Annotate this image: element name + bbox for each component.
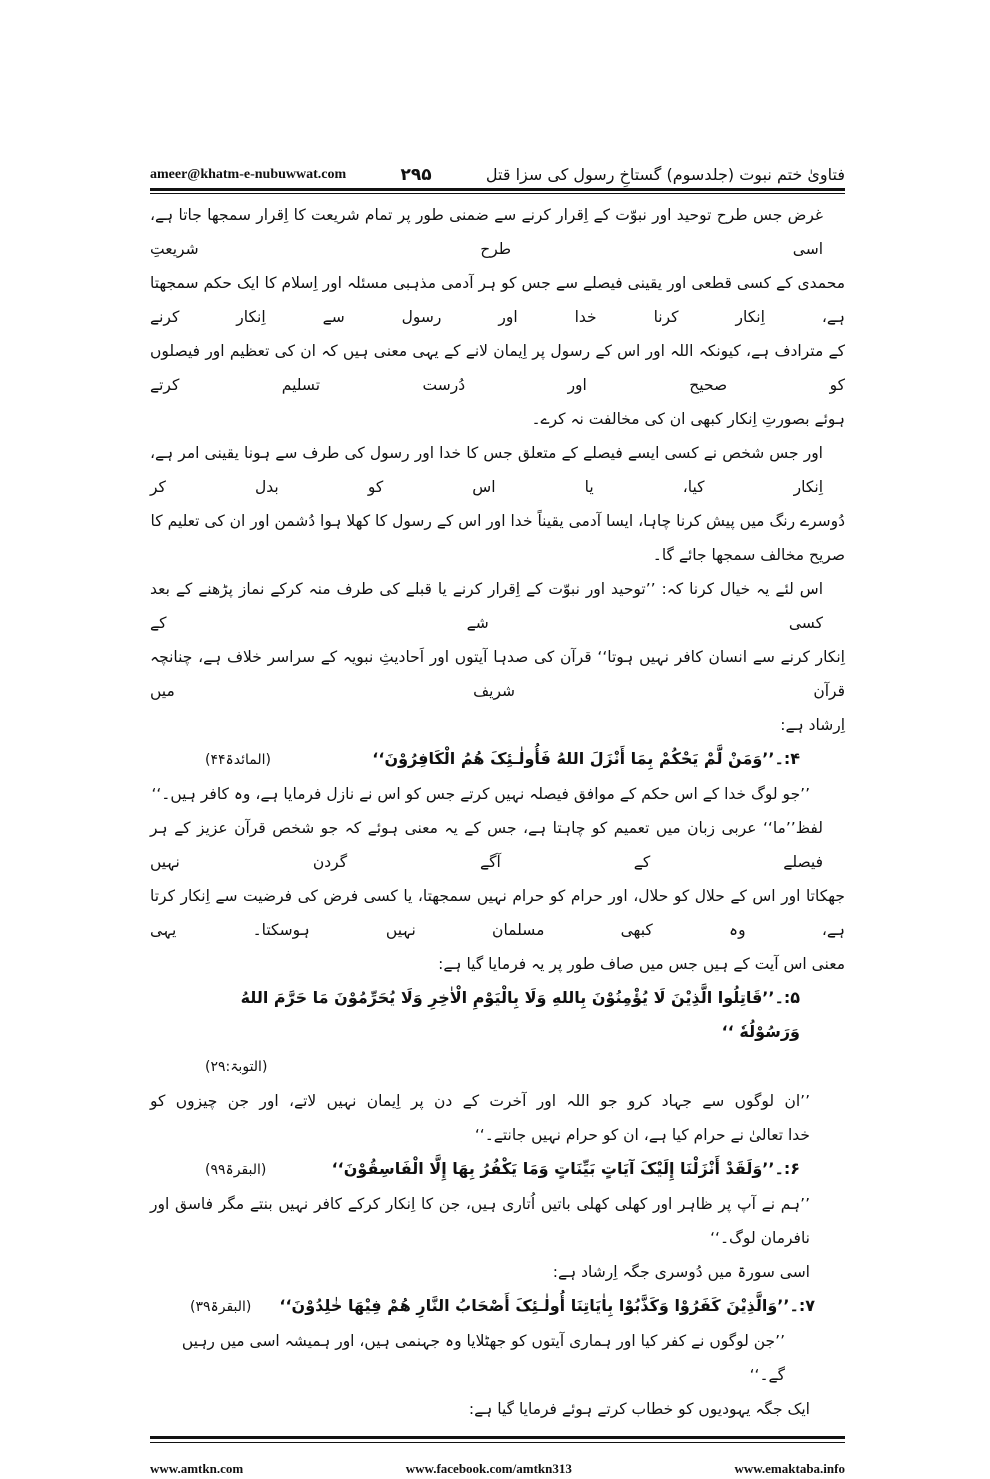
paragraph-line: کے مترادف ہے، کیونکہ اللہ اور اس کے رسول پر اِیمان لانے کے یہی معنی ہیں کہ ان کی تعظیم اور فیصلوں کو صحیح اور دُرست تسلیم کرتے (150, 342, 845, 394)
verse-5-reference-line (150, 1049, 845, 1084)
page-header (150, 164, 845, 186)
verse-6-translation: ’’ہم نے آپ پر ظاہر اور کھلی کھلی باتیں اُتاری ہیں، جن کا اِنکار کرکے کافر نہیں بنتے مگر فاسق اور (150, 1195, 810, 1213)
verse-6-translation: نافرمان لوگ۔‘‘ (710, 1229, 810, 1247)
paragraph-line: اور جس شخص نے کسی ایسے فیصلے کے متعلق جس کا خدا اور رسول کی طرف سے ہونا یقینی امر ہے، اِنکار کیا، یا اس کو بدل کر (150, 444, 823, 496)
verse-5: ۵:۔’’قَاتِلُوا الَّذِیْنَ لَا یُؤْمِنُوْنَ بِاللهِ وَلَا بِالْیَوْمِ الْاٰخِرِ وَلَا یُحَرِّمُوْنَ مَا حَرَّمَ اللهُ وَرَسُوْلُهٗ ‘‘ (240, 988, 800, 1041)
paragraph-line: اِنکار کرنے سے انسان کافر نہیں ہوتا‘‘ قرآن کی صدہا آیتوں اور اَحادیثِ نبویہ کے سراسر خلاف ہے، چنانچہ قرآن شریف میں (150, 648, 845, 700)
verse-5-reference: (التوبۃ:۲۹) (205, 1059, 268, 1075)
paragraph-line: لفظ’’ما‘‘ عربی زبان میں تعمیم کو چاہتا ہے، جس کے یہ معنی ہوئے کہ جو شخص قرآن عزیز کے ہر فیصلے کے آگے گردن نہیں (150, 819, 823, 871)
footer-link-left: www.amtkn.com (150, 1461, 244, 1476)
paragraph-line: اِرشاد ہے: (780, 716, 845, 734)
paragraph-line: دُوسرے رنگ میں پیش کرنا چاہا، ایسا آدمی یقیناً خدا اور اس کے رسول کا کھلا ہوا دُشمن اور ان کی تعلیم کا صریح مخالف سمجھا جائے گا۔ (150, 512, 845, 564)
body-text (150, 194, 845, 1426)
footer-rule-thick (150, 1436, 845, 1439)
verse-6-row (150, 1152, 845, 1187)
paragraph-line: اس لئے یہ خیال کرنا کہ: ’’توحید اور نبوّت کے اِقرار کرنے یا قبلے کی طرف منہ کرکے نماز پڑھنے کے بعد کسی شے کے (150, 580, 823, 632)
verse-7-row (150, 1289, 845, 1324)
paragraph-line: محمدی کے کسی قطعی اور یقینی فیصلے سے جس کو ہر آدمی مذہبی مسئلہ اور اِسلام کا ایک حکم سمجھتا ہے، اِنکار کرنا خدا اور رسول سے اِنکار کرنے (150, 274, 845, 326)
verse-4: ۴:۔’’وَمَنْ لَّمْ یَحْکُمْ بِمَا أَنْزَلَ اللهُ فَأُولٰـئِکَ هُمُ الْکَافِرُوْنَ‘‘ (372, 749, 800, 768)
page (150, 0, 845, 1479)
verse-4-row (150, 742, 845, 777)
verse-6: ۶:۔’’وَلَقَدْ أَنْزَلْنَا إِلَیْکَ آیَاتٍ بَیِّنَاتٍ وَمَا یَکْفُرُ بِهَا إِلَّا الْفَاسِقُوْنَ‘‘ (331, 1159, 800, 1178)
verse-5-translation: ’’ان لوگوں سے جہاد کرو جو اللہ اور آخرت کے دن پر اِیمان نہیں لاتے، اور جن چیزوں کو (150, 1092, 810, 1110)
verse-7-reference: (البقرۃ۳۹) (190, 1299, 252, 1315)
paragraph-line: معنی اس آیت کے ہیں جس میں صاف طور پر یہ فرمایا گیا ہے: (438, 955, 845, 973)
page-number: ۲۹۵ (400, 165, 432, 185)
paragraph-line: اسی سورۃ میں دُوسری جگہ اِرشاد ہے: (552, 1263, 810, 1281)
verse-6-reference: (البقرۃ۹۹) (205, 1162, 267, 1178)
page-footer (150, 1443, 845, 1479)
verse-4-reference: (المائدۃ۴۴) (205, 752, 271, 768)
paragraph-line: ایک جگہ یہودیوں کو خطاب کرتے ہوئے فرمایا گیا ہے: (468, 1400, 810, 1418)
paragraph-line: غرض جس طرح توحید اور نبوّت کے اِقرار کرنے سے ضمنی طور پر تمام شریعت کا اِقرار سمجھا جاتا ہے، اسی طرح شریعتِ (150, 206, 823, 258)
verse-7: ۷:۔’’وَالَّذِیْنَ کَفَرُوْا وَکَذَّبُوْا بِاٰیَاتِنَا أُولٰـئِکَ أَصْحَابُ النَّارِ هُمْ فِیْهَا خٰلِدُوْنَ‘‘ (279, 1296, 815, 1315)
paragraph-line: جھکاتا اور اس کے حلال کو حلال، اور حرام کو حرام نہیں سمجھتا، یا کسی فرض کی فرضیت سے اِنکار کرتا ہے، وہ کبھی مسلمان نہیں ہوسکتا۔ یہی (150, 887, 845, 939)
verse-5-row (150, 981, 845, 1049)
header-email: ameer@khatm-e-nubuwwat.com (150, 167, 347, 182)
footer-link-right: www.emaktaba.info (734, 1461, 845, 1476)
header-rule-thick (150, 188, 845, 191)
verse-4-translation: ’’جو لوگ خدا کے اس حکم کے موافق فیصلہ نہیں کرتے جس کو اس نے نازل فرمایا ہے، وہ کافر ہیں۔‘‘ (151, 785, 810, 803)
book-title: فتاویٰ ختم نبوت (جلدسوم) گستاخِ رسول کی سزا قتل (485, 165, 845, 184)
verse-5-translation: خدا تعالیٰ نے حرام کیا ہے، ان کو حرام نہیں جانتے۔‘‘ (474, 1126, 810, 1144)
verse-7-translation: ’’جن لوگوں نے کفر کیا اور ہماری آیتوں کو جھٹلایا وہ جہنمی ہیں، اور ہمیشہ اسی میں رہیں گے۔‘‘ (181, 1332, 785, 1384)
paragraph-line: ہوئے بصورتِ اِنکار کبھی ان کی مخالفت نہ کرے۔ (531, 410, 845, 428)
footer-link-center: www.facebook.com/amtkn313 (405, 1461, 572, 1476)
